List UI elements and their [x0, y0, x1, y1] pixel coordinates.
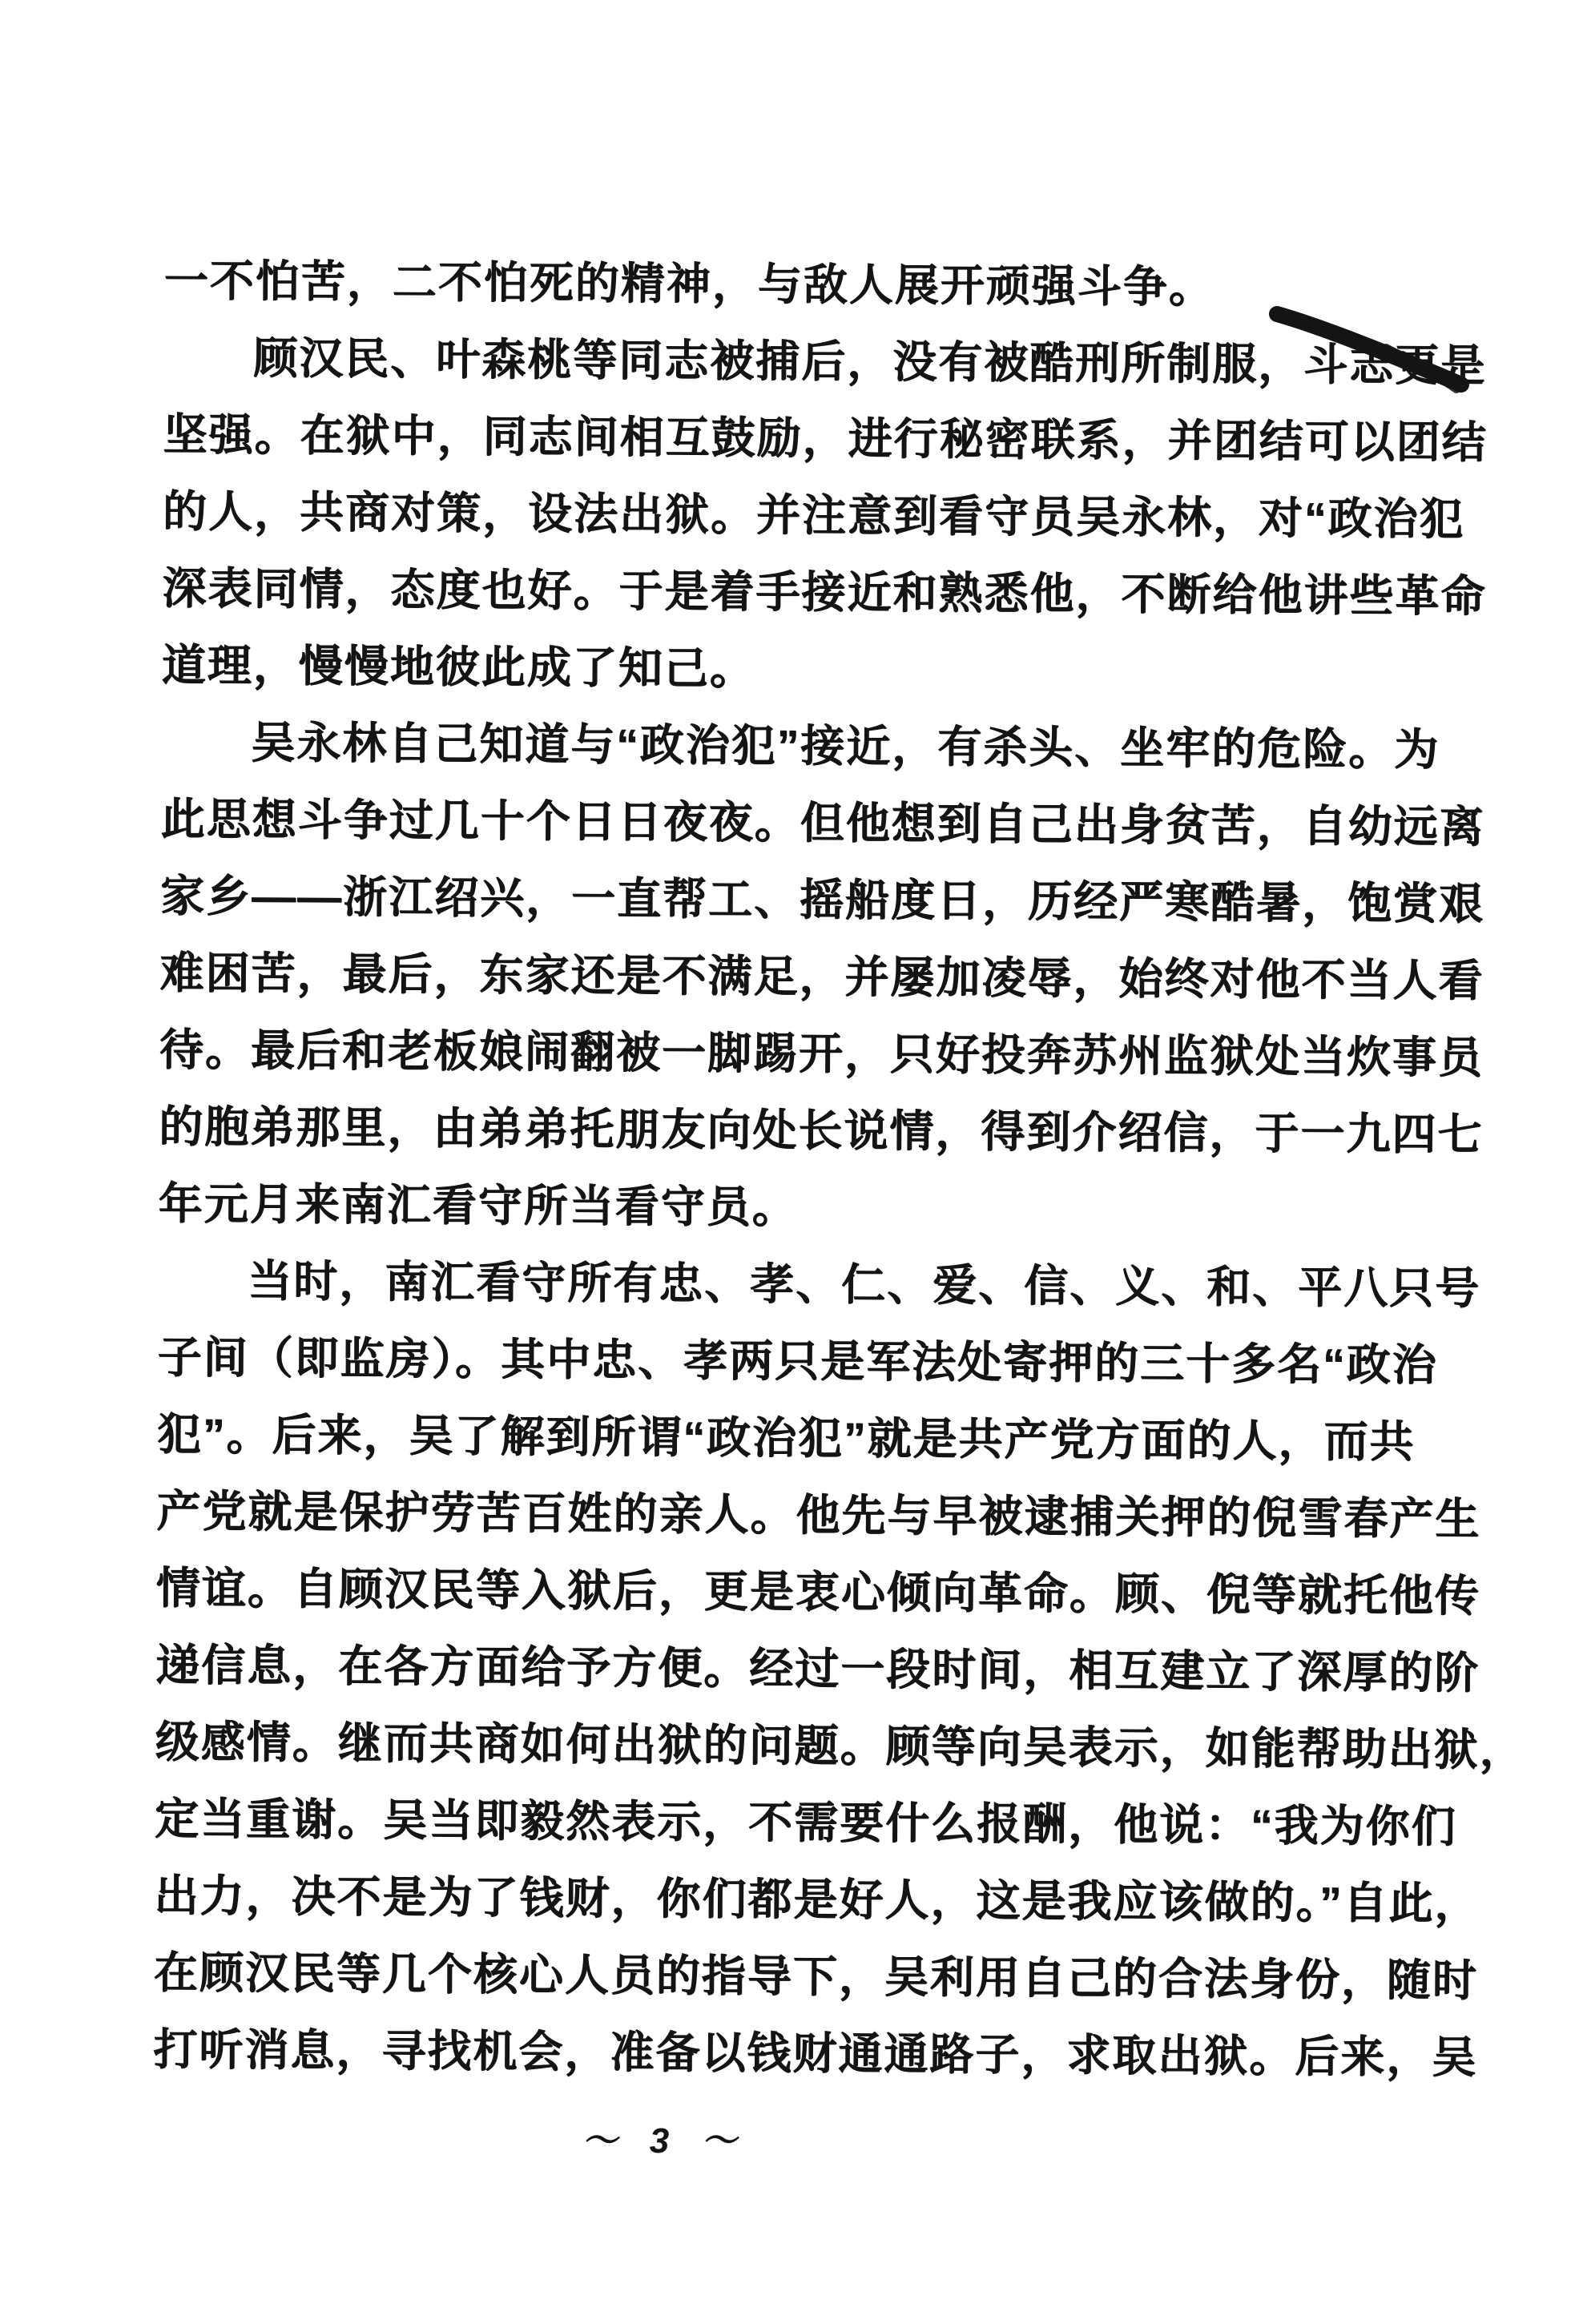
text-line: 此思想斗争过几十个日日夜夜。但他想到自己出身贫苦，自幼远离: [160, 793, 1485, 852]
body-text: [153, 242, 1525, 2096]
text-line: 当时，南汇看守所有忠、孝、仁、爱、信、义、和、平八只号: [247, 1255, 1481, 1314]
text-line: 犯”。后来，吴了解到所谓“政治犯”就是共产党方面的人，而共: [156, 1408, 1416, 1467]
text-line: 顾汉民、叶森桃等同志被捕后，没有被酷刑所制服，斗志更是: [252, 332, 1487, 391]
text-line: 打听消息，寻找机会，准备以钱财通通路子，求取出狱。后来，吴: [153, 2024, 1478, 2083]
text-line: 在顾汉民等几个核心人员的指导下，吴利用自己的合法身份，随时: [153, 1947, 1478, 2006]
text-line: 出力，决不是为了钱财，你们都是好人，这是我应该做的。”自此，: [154, 1870, 1480, 1929]
text-line: 年元月来南汇看守所当看守员。: [158, 1178, 798, 1232]
text-line: 待。最后和老板娘闹翻被一脚踢开，只好投奔苏州监狱处当炊事员: [159, 1024, 1484, 1083]
text-line: 吴永林自己知道与“政治犯”接近，有杀头、坐牢的危险。为: [250, 717, 1440, 775]
text-line: 一不怕苦，二不怕死的精神，与敌人展开顽强斗争。: [163, 255, 1214, 312]
text-line: 家乡——浙江绍兴，一直帮工、摇船度日，历经严寒酷暑，饱赏艰: [159, 870, 1485, 929]
page-number: ～ 3 ～: [582, 2121, 748, 2161]
text-line: 坚强。在狱中，同志间相互鼓励，进行秘密联系，并团结可以团结: [163, 409, 1488, 468]
text-line: 级感情。继而共商如何出狱的问题。顾等向吴表示，如能帮助出狱，: [155, 1716, 1525, 1775]
text-line: 的人，共商对策，设法出狱。并注意到看守员吴永林，对“政治犯: [162, 485, 1465, 544]
text-line: 的胞弟那里，由弟弟托朋友向处长说情，得到介绍信，于一九四七: [159, 1101, 1484, 1160]
text-line: 道理，慢慢地彼此成了知己。: [161, 639, 755, 694]
text-line: 定当重谢。吴当即毅然表示，不需要什么报酬，他说：“我为你们: [154, 1793, 1457, 1851]
text-line: 递信息，在各方面给予方便。经过一段时间，相互建立了深厚的阶: [155, 1639, 1480, 1698]
text-line: 难困苦，最后，东家还是不满足，并屡加凌辱，始终对他不当人看: [159, 947, 1484, 1006]
text-line: 子间（即监房）。其中忠、孝两只是军法处寄押的三十多名“政治: [157, 1331, 1438, 1390]
text-line: 产党就是保护劳苦百姓的亲人。他先与早被逮捕关押的倪雪春产生: [156, 1485, 1481, 1545]
text-line: 深表同情，态度也好。于是着手接近和熟悉他，不断给他讲些革命: [162, 562, 1487, 622]
text-line: 情谊。自顾汉民等入狱后，更是衷心倾向革命。顾、倪等就托他传: [155, 1562, 1480, 1621]
